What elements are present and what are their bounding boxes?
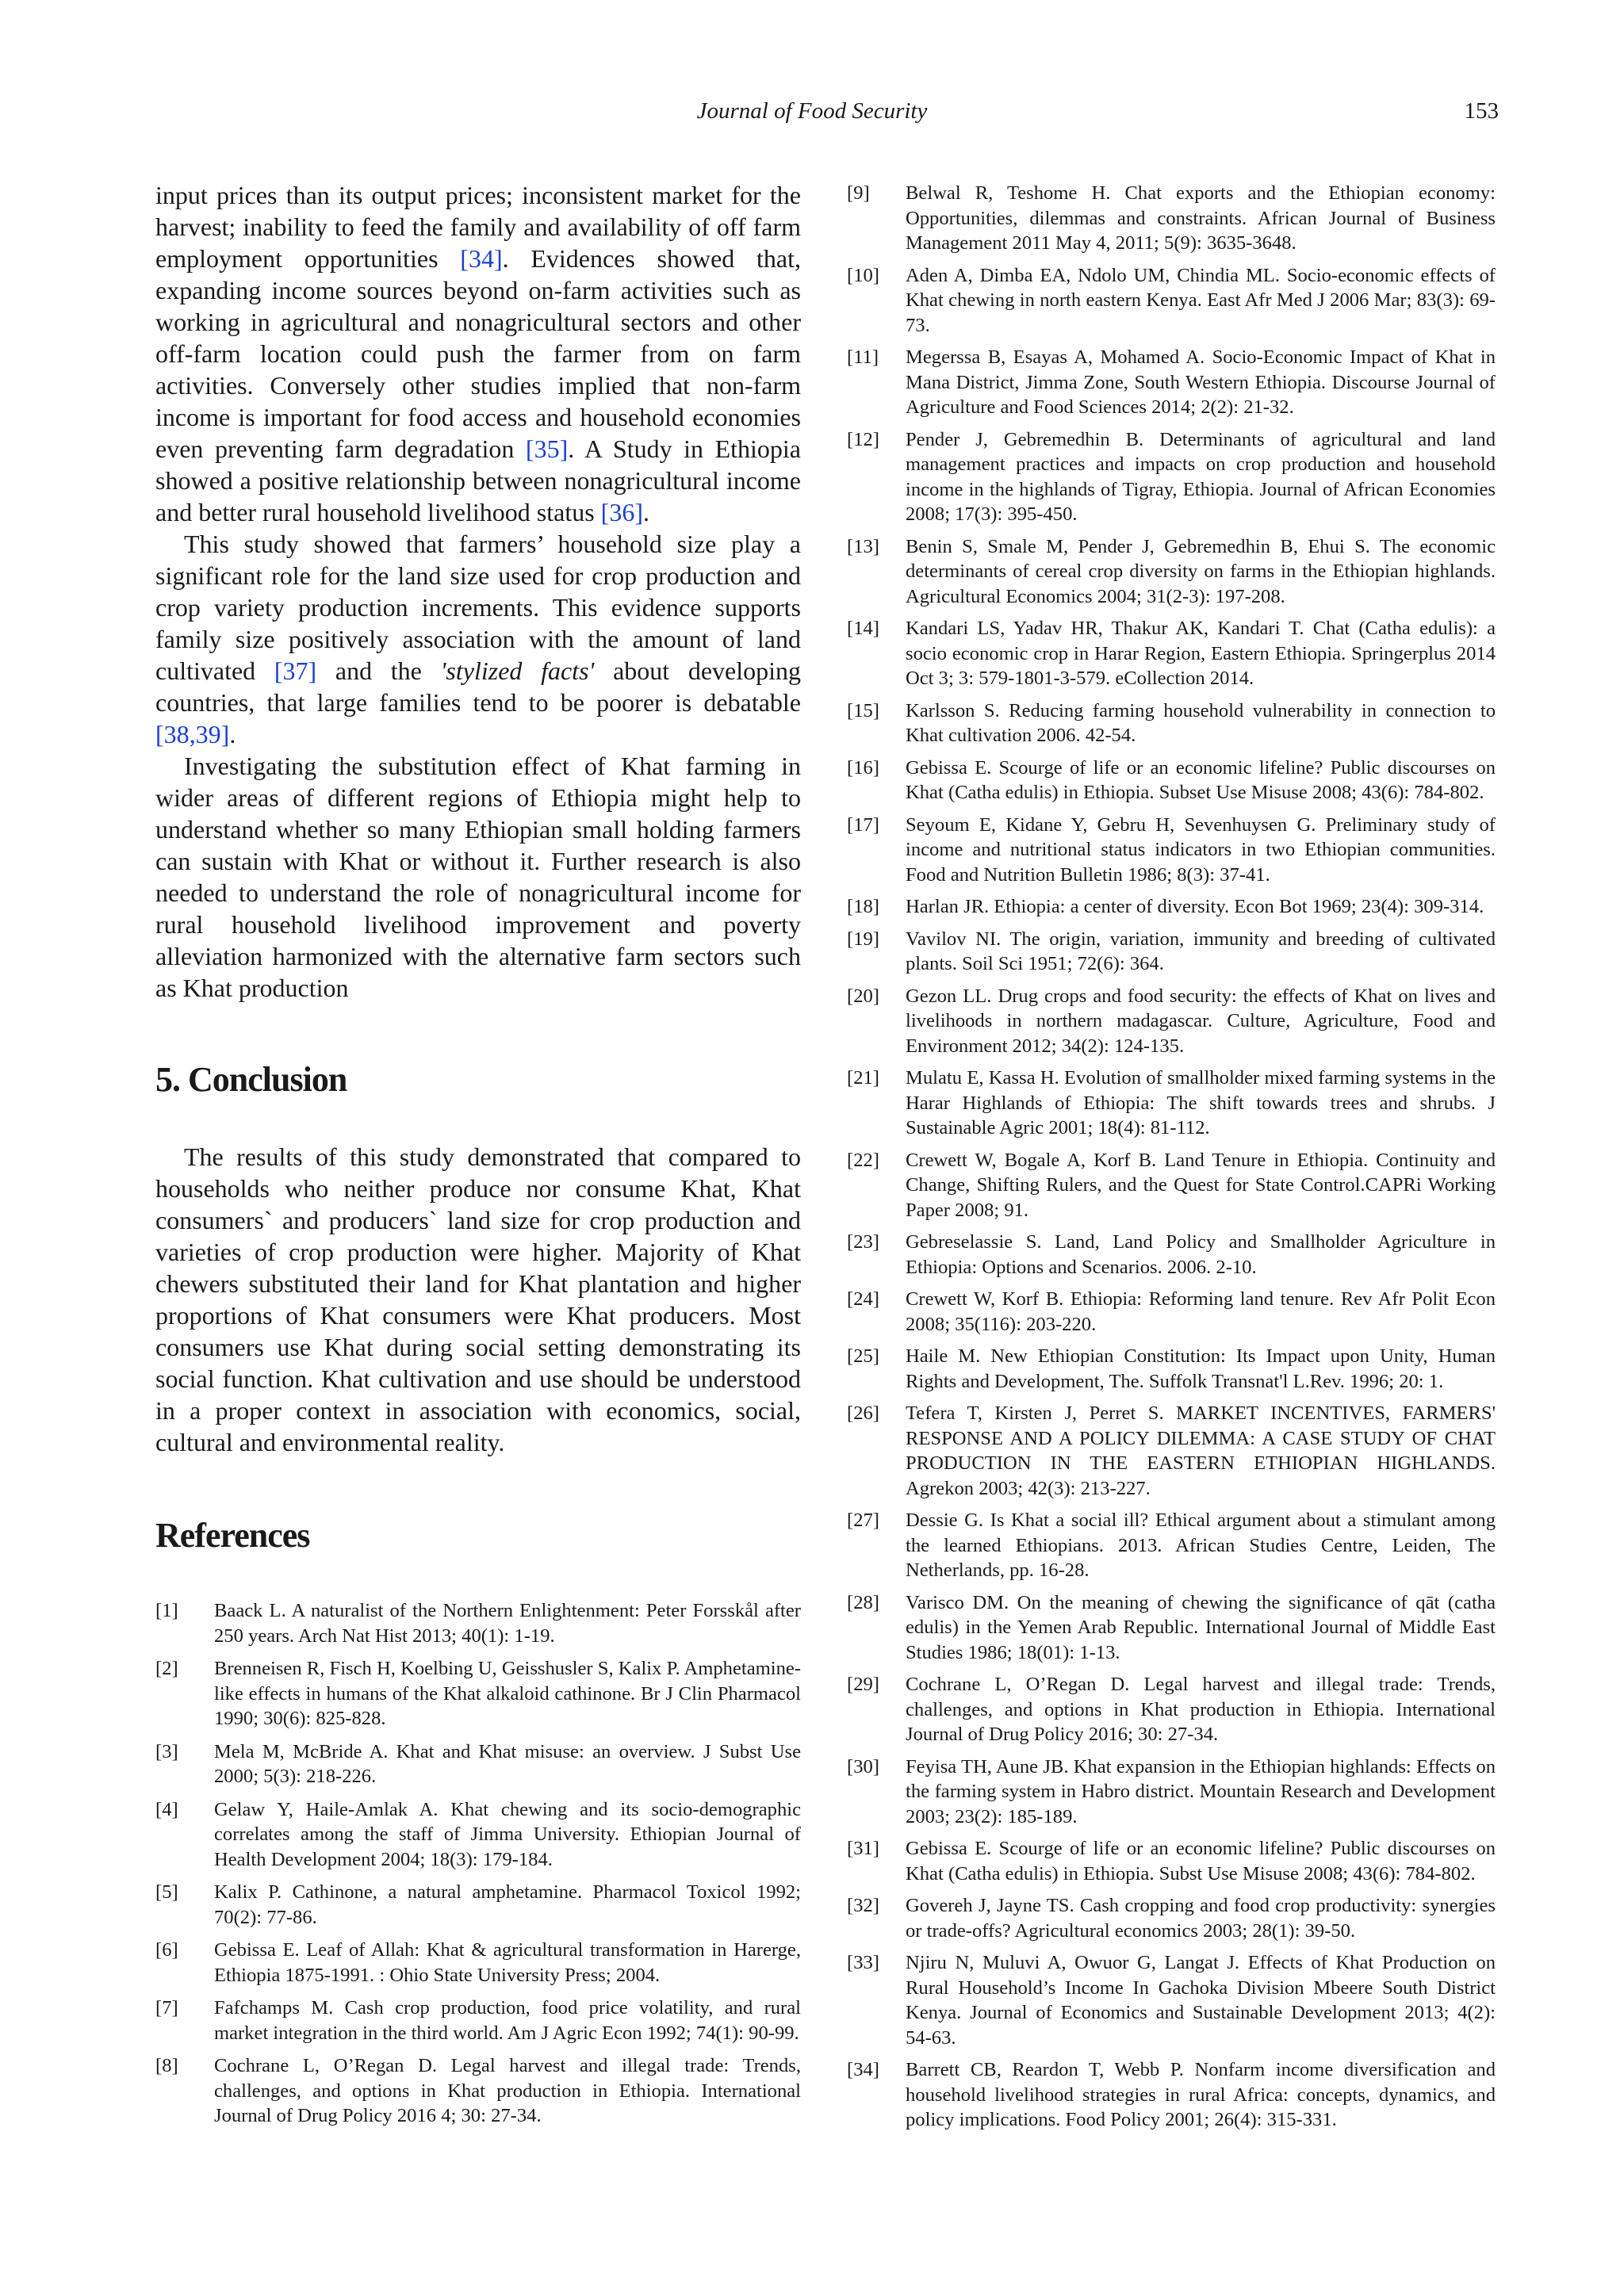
reference-number: [21] <box>847 1067 879 1089</box>
reference-number: [13] <box>847 535 879 557</box>
reference-number: [28] <box>847 1591 879 1613</box>
run: about developing countries, that large families tend to be poorer is debatable <box>155 656 802 717</box>
reference-text: Haile M. New Ethiopian Constitution: Its Impact upon Unity, Human Rights and Development, The. Suffolk Transnat'l L.Rev. 1996; 20: 1. <box>906 1345 1496 1392</box>
reference-item <box>847 698 1496 748</box>
reference-text: Mulatu E, Kassa H. Evolution of smallholder mixed farming systems in the Harar Highlands of Ethiopia: The shift towards trees and shrubs. J Sustainable Agric 2001; 18(4): 81-112. <box>906 1067 1496 1138</box>
reference-item <box>847 263 1496 339</box>
reference-text: Harlan JR. Ethiopia: a center of diversity. Econ Bot 1969; 23(4): 309-314. <box>906 896 1484 917</box>
reference-text: Feyisa TH, Aune JB. Khat expansion in the Ethiopian highlands: Effects on the farming system in Habro district. Mountain Research and Development 2003; 23(2): 185-189. <box>906 1755 1496 1827</box>
reference-item <box>155 2053 801 2129</box>
reference-item <box>847 1344 1496 1394</box>
reference-list-right <box>847 181 1496 2133</box>
reference-text: Pender J, Gebremedhin B. Determinants of agricultural and land management practices and impacts on crop production and household income in the highlands of Tigray, Ethiopia. Journal of African Economies 2008; 17(3): 395-450. <box>906 428 1496 525</box>
reference-number: [18] <box>847 896 879 917</box>
reference-number: [5] <box>155 1881 178 1903</box>
reference-item <box>847 1755 1496 1830</box>
reference-text: Crewett W, Korf B. Ethiopia: Reforming land tenure. Rev Afr Polit Econ 2008; 35(116): 203-220. <box>906 1288 1496 1335</box>
reference-text: Mela M, McBride A. Khat and Khat misuse: an overview. J Subst Use 2000; 5(3): 218-226. <box>214 1740 801 1787</box>
run: . Evidences showed that, expanding income sources beyond on-farm activities such as working in agricultural and nonagricultural sectors and other off-farm location could push the farmer from on farm activities. Conversely other studies implied that non-farm income is important for food access and household economies even preventing farm degradation <box>155 244 801 463</box>
reference-number: [2] <box>155 1658 178 1679</box>
run: This study showed that farmers’ household size play a significant role for the land size used for crop production and crop variety production increments. This evidence supports family size positively association with the amount of land cultivated <box>155 530 801 685</box>
reference-number: [34] <box>847 2059 879 2080</box>
reference-text: Barrett CB, Reardon T, Webb P. Nonfarm income diversification and household livelihood strategies in rural Africa: concepts, dynamics, and policy implications. Food Policy 2001; 26(4): 315-331. <box>906 2059 1496 2130</box>
run: . A Study in Ethiopia showed a positive relationship between nonagricultural income and better rural household livelihood status <box>155 434 801 526</box>
reference-number: [16] <box>847 756 879 779</box>
conclusion-paragraph: The results of this study demonstrated that compared to households who neither produce nor consume Khat, Khat consumers` and producers` land size for crop production and varieties of crop production were higher. Majority of Khat chewers substituted their land for Khat plantation and higher proportions of Khat consumers were Khat producers. Most consumers use Khat during social setting demonstrating its social function. Khat cultivation and use should be understood in a proper context in association with economics, social, cultural and environmental reality. <box>155 1142 801 1456</box>
reference-item <box>847 756 1496 806</box>
reference-item <box>155 1656 801 1732</box>
reference-item <box>847 927 1496 977</box>
reference-number: [7] <box>155 1997 178 2019</box>
reference-text: Tefera T, Kirsten J, Perret S. MARKET INCENTIVES, FARMERS' RESPONSE AND A POLICY DILEMMA: A CASE STUDY OF CHAT PRODUCTION IN THE EASTERN ETHIOPIAN HIGHLANDS. Agrekon 2003; 42(3): 213-227. <box>906 1402 1496 1499</box>
reference-number: [23] <box>847 1231 879 1253</box>
citation-link[interactable]: [36] <box>600 498 643 526</box>
reference-item <box>847 427 1496 527</box>
reference-number: [25] <box>847 1345 879 1367</box>
citation-link[interactable]: [37] <box>274 656 317 685</box>
discussion-paragraph-1 <box>155 179 801 528</box>
reference-item <box>155 1996 801 2045</box>
run: . <box>642 498 649 526</box>
reference-text: Gebissa E. Scourge of life or an economic lifeline? Public discourses on Khat (Catha edulis) in Ethiopia. Subset Use Misuse 2008; 43(6): 784-802. <box>906 756 1496 803</box>
reference-text: Benin S, Smale M, Pender J, Gebremedhin B, Ehui S. The economic determinants of cereal crop diversity on farms in the Ethiopian highlands. Agricultural Economics 2004; 31(2-3): 197-208. <box>906 535 1496 607</box>
citation-link[interactable]: [38,39] <box>155 720 230 748</box>
reference-text: Megerssa B, Esayas A, Mohamed A. Socio-Economic Impact of Khat in Mana District, Jimma Zone, South Western Ethiopia. Discourse Journal of Agriculture and Food Sciences 2014; 2(2): 21-32. <box>906 346 1496 418</box>
reference-number: [10] <box>847 264 879 286</box>
left-column <box>155 179 801 2137</box>
reference-text: Seyoum E, Kidane Y, Gebru H, Sevenhuysen G. Preliminary study of income and nutritional status indicators in two Ethiopian communities. Food and Nutrition Bulletin 1986; 8(3): 37-41. <box>906 813 1496 886</box>
reference-number: [8] <box>155 2055 178 2076</box>
reference-text: Gebissa E. Scourge of life or an economic lifeline? Public discourses on Khat (Catha edulis) in Ethiopia. Subst Use Misuse 2008; 43(6): 784-802. <box>906 1838 1496 1885</box>
reference-number: [17] <box>847 813 879 836</box>
reference-item <box>847 1950 1496 2050</box>
running-title: Journal of Food Security <box>696 98 928 124</box>
reference-number: [4] <box>155 1798 178 1820</box>
reference-text: Fafchamps M. Cash crop production, food price volatility, and rural market integration in the third world. Am J Agric Econ 1992; 74(1): 90-99. <box>214 1997 801 2044</box>
reference-text: Baack L. A naturalist of the Northern Enlightenment: Peter Forsskål after 250 years. Arch Nat Hist 2013; 40(1): 1-19. <box>214 1600 801 1647</box>
reference-list-left <box>155 1598 801 2129</box>
discussion-paragraph-2 <box>155 528 801 750</box>
reference-text: Crewett W, Bogale A, Korf B. Land Tenure in Ethiopia. Continuity and Change, Shifting Rulers, and the Quest for State Control.CAPRi Working Paper 2008; 91. <box>906 1149 1496 1221</box>
references-heading: References <box>155 1516 310 1555</box>
conclusion-heading: 5. Conclusion <box>155 1060 347 1099</box>
reference-item <box>155 1938 801 1988</box>
citation-link[interactable]: [35] <box>525 434 569 463</box>
reference-number: [31] <box>847 1838 879 1859</box>
emphasis-text: 'stylized facts' <box>440 656 595 685</box>
reference-number: [24] <box>847 1288 879 1310</box>
reference-item <box>847 345 1496 420</box>
run: . <box>229 720 236 748</box>
reference-text: Belwal R, Teshome H. Chat exports and the Ethiopian economy: Opportunities, dilemmas and constraints. African Journal of Business Management 2011 May 4, 2011; 5(9): 3635-3648. <box>906 182 1496 254</box>
page-number: 153 <box>1464 98 1499 124</box>
reference-text: Dessie G. Is Khat a social ill? Ethical argument about a stimulant among the learned Ethiopians. 2013. African Studies Centre, Leiden, The Netherlands, pp. 16-28. <box>906 1510 1496 1581</box>
reference-number: [9] <box>847 182 870 204</box>
citation-link[interactable]: [34] <box>460 244 503 273</box>
reference-item <box>847 984 1496 1059</box>
reference-item <box>847 1672 1496 1747</box>
reference-item <box>847 1590 1496 1666</box>
reference-number: [15] <box>847 699 879 721</box>
reference-text: Aden A, Dimba EA, Ndolo UM, Chindia ML. Socio-economic effects of Khat chewing in north eastern Kenya. East Afr Med J 2006 Mar; 83(3): 69-73. <box>906 264 1496 336</box>
reference-item <box>847 1508 1496 1583</box>
reference-item <box>847 1230 1496 1280</box>
reference-number: [6] <box>155 1939 178 1961</box>
reference-text: Gelaw Y, Haile-Amlak A. Khat chewing and its socio-demographic correlates among the staff of Jimma University. Ethiopian Journal of Health Development 2004; 18(3): 179-184. <box>214 1798 801 1870</box>
reference-text: Kalix P. Cathinone, a natural amphetamine. Pharmacol Toxicol 1992; 70(2): 77-86. <box>214 1881 801 1928</box>
reference-number: [3] <box>155 1740 178 1762</box>
reference-text: Brenneisen R, Fisch H, Koelbing U, Geisshusler S, Kalix P. Amphetamine-like effects in humans of the Khat alkaloid cathinone. Br J Clin Pharmacol 1990; 30(6): 825-828. <box>214 1658 801 1729</box>
reference-item <box>155 1880 801 1930</box>
reference-item <box>155 1739 801 1789</box>
reference-text: Gezon LL. Drug crops and food security: the effects of Khat on lives and livelihoods in northern madagascar. Culture, Agriculture, Food and Environment 2012; 34(2): 124-135. <box>906 985 1496 1057</box>
reference-item <box>847 1893 1496 1943</box>
reference-item <box>847 181 1496 256</box>
reference-text: Vavilov NI. The origin, variation, immunity and breeding of cultivated plants. Soil Sci 1951; 72(6): 364. <box>906 928 1496 974</box>
reference-number: [1] <box>155 1600 178 1621</box>
reference-number: [32] <box>847 1895 879 1916</box>
reference-item <box>847 1066 1496 1141</box>
reference-item <box>847 616 1496 691</box>
reference-item <box>847 813 1496 888</box>
run: input prices than its output prices; inconsistent market for the harvest; inability to feed the family and availability of off farm employment opportunities <box>155 181 801 273</box>
reference-item <box>847 1401 1496 1501</box>
reference-text: Gebreselassie S. Land, Land Policy and Smallholder Agriculture in Ethiopia: Options and Scenarios. 2006. 2-10. <box>906 1231 1496 1278</box>
reference-item <box>847 534 1496 610</box>
reference-item <box>155 1598 801 1648</box>
reference-number: [12] <box>847 428 879 450</box>
reference-number: [27] <box>847 1510 879 1531</box>
reference-text: Njiru N, Muluvi A, Owuor G, Langat J. Effects of Khat Production on Rural Household’s Income In Gachoka Division Mbeere South District Kenya. Journal of Economics and Sustainable Development 2013; 4(2): 54-63. <box>906 1952 1496 2049</box>
run: and the <box>316 656 441 685</box>
reference-number: [29] <box>847 1674 879 1695</box>
reference-number: [20] <box>847 985 879 1007</box>
reference-number: [33] <box>847 1952 879 1973</box>
reference-number: [11] <box>847 346 879 368</box>
right-column <box>847 181 1496 2140</box>
reference-item <box>847 2057 1496 2133</box>
reference-item <box>155 1797 801 1873</box>
reference-text: Cochrane L, O’Regan D. Legal harvest and illegal trade: Trends, challenges, and options in Khat production in Ethiopia. International Journal of Drug Policy 2016; 30: 27-34. <box>906 1674 1496 1745</box>
reference-number: [22] <box>847 1149 879 1171</box>
reference-number: [19] <box>847 928 879 950</box>
reference-item <box>847 1836 1496 1886</box>
reference-number: [30] <box>847 1755 879 1777</box>
reference-number: [14] <box>847 618 879 639</box>
reference-text: Gebissa E. Leaf of Allah: Khat & agricultural transformation in Harerge, Ethiopia 1875-1991. : Ohio State University Press; 2004. <box>214 1939 801 1986</box>
reference-item <box>847 1148 1496 1223</box>
reference-text: Karlsson S. Reducing farming household vulnerability in connection to Khat cultivation 2006. 42-54. <box>906 699 1496 746</box>
reference-number: [26] <box>847 1402 879 1424</box>
reference-text: Govereh J, Jayne TS. Cash cropping and food crop productivity: synergies or trade-offs? Agricultural economics 2003; 28(1): 39-50. <box>906 1895 1496 1942</box>
reference-item <box>847 894 1496 920</box>
discussion-paragraph-3: Investigating the substitution effect of Khat farming in wider areas of different regions of Ethiopia might help to understand whether so many Ethiopian small holding farmers can sustain with Khat or without it. Further research is also needed to understand the role of nonagricultural income for rural household livelihood improvement and poverty alleviation harmonized with the alternative farm sectors such as Khat production <box>155 752 801 1002</box>
reference-item <box>847 1287 1496 1337</box>
reference-text: Varisco DM. On the meaning of chewing the significance of qāt (catha edulis) in the Yemen Arab Republic. International Journal of Middle East Studies 1986; 18(01): 1-13. <box>906 1591 1496 1663</box>
reference-text: Cochrane L, O’Regan D. Legal harvest and illegal trade: Trends, challenges, and options in Khat production in Ethiopia. International Journal of Drug Policy 2016 4; 30: 27-34. <box>214 2055 801 2126</box>
reference-text: Kandari LS, Yadav HR, Thakur AK, Kandari T. Chat (Catha edulis): a socio economic crop in Harar Region, Eastern Ethiopia. Springerplus 2014 Oct 3; 3: 579-1801-3-579. eCollection 2014. <box>906 618 1496 689</box>
